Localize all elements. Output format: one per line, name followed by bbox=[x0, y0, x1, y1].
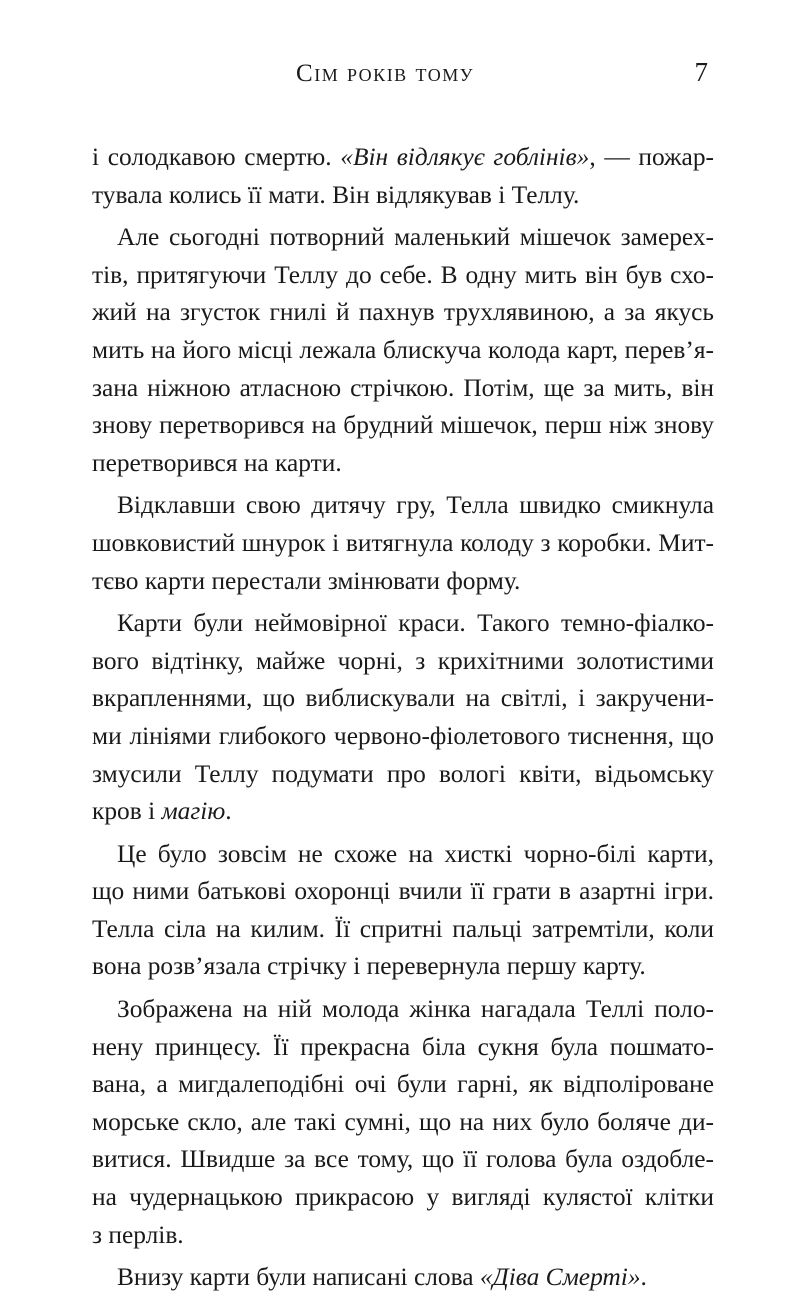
text-line: змусили Теллу подумати про вологі квіти, відьомську bbox=[92, 759, 714, 788]
text-line: що ними батькові охоронці вчили її грати в азартні ігри. bbox=[92, 877, 714, 906]
text-line: Відклавши свою дитячу гру, Телла швидко смикнула bbox=[117, 491, 714, 520]
italic-text: магію bbox=[161, 797, 226, 826]
running-title: Сім років тому bbox=[296, 60, 474, 87]
running-head bbox=[0, 57, 805, 90]
paragraph bbox=[92, 836, 714, 986]
text-line: витися. Швидше за все тому, що її голова була оздобле- bbox=[92, 1145, 714, 1174]
text-line: Але сьогодні потворний маленький мішечок замерех- bbox=[117, 223, 714, 252]
text-line: знову перетворився на брудний мішечок, перш ніж знову bbox=[92, 411, 714, 440]
text-line: Зображена на ній молода жінка нагадала Теллі поло- bbox=[117, 995, 714, 1024]
text-line: на чудернацькою прикрасою у вигляді кулястої клітки bbox=[92, 1183, 714, 1212]
paragraph bbox=[92, 139, 714, 214]
paragraph bbox=[92, 487, 714, 600]
text-line: вкрапленнями, що виблискували на світлі, і закручени- bbox=[92, 684, 714, 713]
text-line: нену принцесу. Її прекрасна біла сукня була пошмато- bbox=[92, 1032, 714, 1061]
text-line: жий на згусток гнилі й пахнув трухлявиною, а за якусь bbox=[92, 298, 714, 327]
text-line: Внизу карти були написані слова «Діва Смерті». bbox=[117, 1263, 647, 1292]
italic-text: «Він відлякує гоблінів» bbox=[340, 143, 590, 171]
paragraph bbox=[92, 219, 714, 482]
text-line: Телла сіла на килим. Її спритні пальці затремтіли, коли bbox=[92, 914, 714, 943]
paragraph bbox=[92, 991, 714, 1254]
text-line: морське скло, але такі сумні, що на них було боляче ди- bbox=[92, 1107, 714, 1136]
text-line: зана ніжною атласною стрічкою. Потім, ще за мить, він bbox=[92, 373, 714, 402]
page-number: 7 bbox=[694, 57, 708, 87]
paragraph bbox=[92, 1259, 714, 1297]
body-text bbox=[92, 139, 714, 1302]
text-line: і солодкавою смертю. «Він відлякує гоблінів», — пожар- bbox=[92, 143, 714, 171]
text-line: вого відтінку, майже чорні, з крихітними золотистими bbox=[92, 646, 714, 675]
text-line: з перлів. bbox=[92, 1220, 184, 1249]
text-line: вона розв’язала стрічку і перевернула першу карту. bbox=[92, 952, 646, 981]
text-line: шовковистий шнурок і витягнула колоду з коробки. Мит- bbox=[92, 528, 714, 557]
text-line: тів, притягуючи Теллу до себе. В одну мить він був схо- bbox=[92, 260, 714, 289]
text-line: тєво карти перестали змінювати форму. bbox=[92, 566, 521, 595]
paragraph bbox=[92, 605, 714, 831]
text-line: перетворився на карти. bbox=[92, 448, 342, 477]
text-line: тувала колись її мати. Він відлякував і Теллу. bbox=[92, 180, 580, 209]
text-line: вана, а мигдалеподібні очі були гарні, як відполіроване bbox=[92, 1070, 714, 1099]
text-line: Карти були неймовірної краси. Такого темно-фіалко- bbox=[117, 609, 714, 638]
italic-text: «Діва Смерті» bbox=[479, 1263, 641, 1292]
text-line: ми лініями глибокого червоно-фіолетового тиснення, що bbox=[92, 721, 714, 750]
text-line: мить на його місці лежала блискуча колода карт, перев’я- bbox=[92, 335, 714, 364]
text-line: кров і магію. bbox=[92, 797, 232, 826]
text-line: Це було зовсім не схоже на хисткі чорно-білі карти, bbox=[117, 839, 714, 868]
